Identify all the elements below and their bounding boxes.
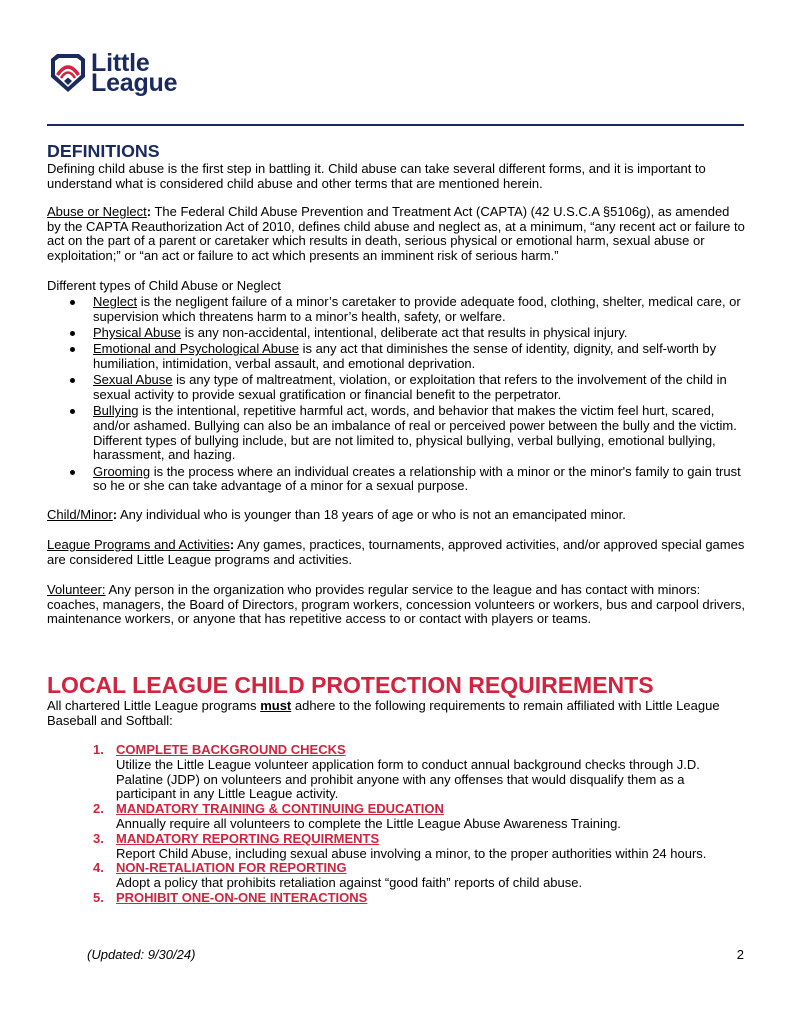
requirement-heading xyxy=(116,832,767,847)
bullet-icon xyxy=(70,470,75,475)
grooming-text: is the process where an individual creates a relationship with a minor or the minor's family to gain trust so he or she can take advantage of a minor for a sexual purpose. xyxy=(93,463,741,494)
updated-date: (Updated: 9/30/24) xyxy=(87,947,196,962)
term-grooming: Grooming xyxy=(93,463,151,479)
requirements-intro-after: adhere to the following requirements to remain affiliated with Little League Baseball and Softball: xyxy=(47,698,720,728)
term-colon: : xyxy=(146,204,152,219)
bullet-icon xyxy=(70,409,75,414)
requirement-text: Annually require all volunteers to complete the Little League Abuse Awareness Training. xyxy=(116,815,621,831)
list-item-neglect xyxy=(47,295,767,324)
term-bullying: Bullying xyxy=(93,403,139,419)
neglect-text: is the negligent failure of a minor’s caretaker to provide adequate food, clothing, shelter, medical care, or supervision which threatens harm to a minor’s health, safety, or welfare. xyxy=(93,294,741,324)
bullet-icon xyxy=(70,300,75,305)
abuse-or-neglect-definition xyxy=(47,205,767,263)
requirement-number: 4. xyxy=(93,860,104,876)
requirement-text: Report Child Abuse, including sexual abuse involving a minor, to the proper authorities within 24 hours. xyxy=(116,845,707,861)
requirement-item-background-checks xyxy=(47,743,767,802)
requirement-heading xyxy=(116,891,767,906)
logo-text-line1: Little xyxy=(91,49,150,77)
requirement-item-training xyxy=(47,802,767,832)
bullet-icon xyxy=(70,347,75,352)
header-divider xyxy=(47,124,744,126)
volunteer-definition xyxy=(47,583,767,627)
term-colon: : xyxy=(112,507,118,522)
term-league-programs: League Programs and Activities xyxy=(47,537,230,552)
emotional-abuse-text: is any act that diminishes the sense of identity, dignity, and self-worth by humiliation, intimidation, verbal assault, and emotional deprivation. xyxy=(93,341,717,371)
definitions-heading: DEFINITIONS xyxy=(47,141,160,161)
requirement-text: Utilize the Little League volunteer application form to conduct annual background checks through J.D. Palatine (JDP) on volunteers and prohibit anyone with any offenses that would disqualify them as a participant in any Little League activity. xyxy=(116,756,700,802)
requirement-item-reporting xyxy=(47,832,767,862)
one-on-one-interactions-link[interactable]: PROHIBIT ONE-ON-ONE INTERACTIONS xyxy=(116,889,368,905)
abuse-types-list xyxy=(47,295,767,494)
background-checks-link[interactable]: COMPLETE BACKGROUND CHECKS xyxy=(116,742,346,757)
league-programs-text: Any games, practices, tournaments, approved activities, and/or approved special games are considered Little League programs and activities. xyxy=(47,537,745,567)
term-emotional-abuse: Emotional and Psychological Abuse xyxy=(93,341,299,357)
little-league-logo xyxy=(49,49,189,97)
term-colon: : xyxy=(229,537,235,552)
bullying-text: is the intentional, repetitive harmful act, words, and behavior that makes the victim feel hurt, scared, and/or ashamed. Bullying can also be an imbalance of real or perceived power between the bully and the victim. Different types of bullying include, but are not limited to, physical bullying, verbal bullying, emotional bullying, harassment, and hazing. xyxy=(93,403,737,463)
bullet-icon xyxy=(70,331,75,336)
reporting-requirements-link[interactable]: MANDATORY REPORTING REQUIRMENTS xyxy=(116,830,380,846)
requirement-number: 1. xyxy=(93,742,104,757)
volunteer-text: Any person in the organization who provides regular service to the league and has contact with minors: coaches, managers, the Board of Directors, program workers, concession volunteers or workers, bus and carpool drivers, maintenance workers, or anyone that has repetitive access to or contact with players or teams. xyxy=(47,582,745,627)
term-physical-abuse: Physical Abuse xyxy=(93,324,182,340)
abuse-types-heading: Different types of Child Abuse or Neglect xyxy=(47,278,281,293)
term-abuse-or-neglect: Abuse or Neglect xyxy=(47,204,147,219)
requirement-text: Adopt a policy that prohibits retaliation against “good faith” reports of child abuse. xyxy=(116,875,583,891)
requirements-heading: LOCAL LEAGUE CHILD PROTECTION REQUIREMENTS xyxy=(47,672,654,698)
term-neglect: Neglect xyxy=(93,294,138,309)
requirement-number: 2. xyxy=(93,801,104,817)
requirements-intro-emphasis: must xyxy=(260,698,292,713)
keystone-logo-icon xyxy=(49,53,87,93)
list-item-sexual-abuse xyxy=(47,373,767,402)
child-minor-text: Any individual who is younger than 18 years of age or who is not an emancipated minor. xyxy=(117,507,626,522)
list-item-grooming xyxy=(47,465,767,494)
abuse-or-neglect-text: The Federal Child Abuse Prevention and Treatment Act (CAPTA) (42 U.S.C.A §5106g), as amended by the CAPTA Reauthorization Act of 2010, defines child abuse and neglect as, at a minimum, “any recent act or failure to act on the part of a parent or caretaker which results in death, serious physical or emotional harm, sexual abuse or exploitation;” or “an act or failure to act which presents an imminent risk of serious harm.” xyxy=(47,204,745,263)
child-minor-definition xyxy=(47,508,767,523)
requirement-number: 5. xyxy=(93,889,104,905)
bullet-icon xyxy=(70,378,75,383)
requirement-heading xyxy=(116,861,767,876)
definitions-intro: Defining child abuse is the first step in battling it. Child abuse can take several different forms, and it is important to understand what is considered child abuse and other terms that are mentioned herein. xyxy=(47,161,706,191)
requirements-intro-before: All chartered Little League programs xyxy=(47,698,261,713)
page-number: 2 xyxy=(736,947,744,962)
training-education-link[interactable]: MANDATORY TRAINING & CONTINUING EDUCATION xyxy=(116,801,444,817)
list-item-emotional-abuse xyxy=(47,342,767,371)
requirements-intro xyxy=(47,699,767,728)
requirement-number: 3. xyxy=(93,830,104,846)
requirement-heading xyxy=(116,802,767,817)
non-retaliation-link[interactable]: NON-RETALIATION FOR REPORTING xyxy=(116,860,347,876)
list-item-bullying xyxy=(47,404,767,462)
requirement-heading xyxy=(116,743,767,758)
sexual-abuse-text: is any type of maltreatment, violation, or exploitation that refers to the involvement of the child in sexual activity to provide sexual gratification or financial benefit to the perpetrator. xyxy=(93,372,727,402)
logo-text-line2: League xyxy=(91,69,178,97)
requirement-item-one-on-one xyxy=(47,891,767,906)
requirement-item-non-retaliation xyxy=(47,861,767,891)
term-volunteer: Volunteer: xyxy=(47,582,106,597)
physical-abuse-text: is any non-accidental, intentional, deliberate act that results in physical injury. xyxy=(181,324,628,340)
term-child-minor: Child/Minor xyxy=(47,507,113,522)
league-programs-definition xyxy=(47,538,767,567)
requirements-list xyxy=(47,743,767,906)
list-item-physical-abuse xyxy=(47,326,767,341)
term-sexual-abuse: Sexual Abuse xyxy=(93,372,173,388)
